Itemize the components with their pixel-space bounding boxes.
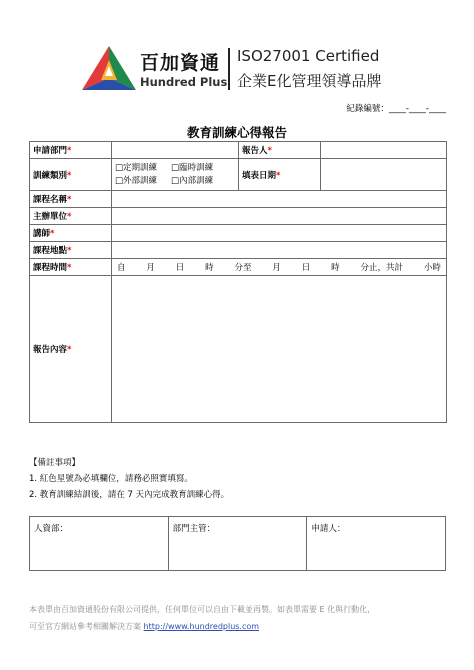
checkbox-external-training[interactable]: □外部訓練: [115, 175, 158, 186]
location-field[interactable]: [112, 242, 447, 259]
time-part: 日: [175, 263, 185, 273]
organizer-field[interactable]: [112, 208, 447, 225]
note-item: 2. 教育訓練結訓後，請在 7 天內完成教育訓練心得。: [29, 490, 230, 500]
lecturer-field[interactable]: [112, 225, 447, 242]
brand-name-chinese: 百加資通: [140, 52, 221, 74]
reporter-label: 報告人*: [239, 142, 321, 159]
fill-date-field[interactable]: [321, 159, 447, 191]
course-name-field[interactable]: [112, 191, 447, 208]
notes-section: [29, 455, 229, 503]
footer-line-1: 本表單由百加資通股份有限公司提供，任何單位可以自由下載並再製。如表單需要 E 化與行動化，: [29, 605, 376, 614]
checkbox-regular-training[interactable]: □定期訓練: [115, 162, 158, 173]
applicant-signature-field[interactable]: 申請人：: [307, 517, 446, 571]
website-link[interactable]: http://www.hundredplus.com: [143, 622, 260, 631]
hundred-plus-logo-icon: [82, 46, 136, 92]
footer-line-2: 可至官方網站參考相關解決方案 http://www.hundredplus.com: [29, 622, 260, 631]
location-label: 課程地點*: [30, 242, 112, 259]
dept-manager-signature-field[interactable]: 部門主管：: [168, 517, 307, 571]
footer-note: [29, 601, 375, 635]
slogan-text: 企業E化管理領導品牌: [237, 72, 382, 90]
note-item: 1. 紅色星號為必填欄位，請務必照實填寫。: [29, 474, 193, 484]
record-number: 紀錄編號：____-____-____: [346, 104, 446, 114]
report-content-field[interactable]: [112, 276, 447, 423]
fill-date-label: 填表日期*: [239, 159, 321, 191]
time-part: 自: [117, 263, 126, 273]
lecturer-label: 講師*: [30, 225, 112, 242]
report-form: [29, 141, 447, 423]
time-part: 時: [205, 263, 214, 273]
course-time-field[interactable]: [112, 259, 447, 276]
time-part: 時: [331, 263, 340, 273]
time-part: 分止，共計: [360, 263, 404, 273]
training-type-options: [112, 159, 239, 191]
checkbox-temporary-training[interactable]: □臨時訓練: [171, 162, 214, 173]
hr-signature-field[interactable]: 人資部：: [30, 517, 169, 571]
time-part: 日: [301, 263, 311, 273]
reporter-field[interactable]: [321, 142, 447, 159]
course-name-label: 課程名稱*: [30, 191, 112, 208]
course-time-label: 課程時間*: [30, 259, 112, 276]
organizer-label: 主辦單位*: [30, 208, 112, 225]
department-field[interactable]: [112, 142, 239, 159]
notes-heading: 【備註事項】: [29, 458, 81, 468]
page-title: 教育訓練心得報告: [186, 125, 287, 140]
time-part: 月: [146, 263, 155, 273]
header: [0, 0, 474, 110]
department-label: 申請部門*: [30, 142, 112, 159]
report-content-label: 報告內容*: [30, 276, 112, 423]
brand-name-english: Hundred Plus: [140, 75, 228, 89]
time-part: 小時: [423, 263, 441, 273]
training-type-label: 訓練類別*: [30, 159, 112, 191]
time-part: 月: [272, 263, 281, 273]
certification-text: ISO27001 Certified: [237, 47, 380, 65]
time-part: 分至: [234, 263, 252, 273]
brand-divider: [228, 48, 230, 90]
signature-table: [29, 516, 446, 571]
checkbox-internal-training[interactable]: □內部訓練: [171, 175, 214, 186]
